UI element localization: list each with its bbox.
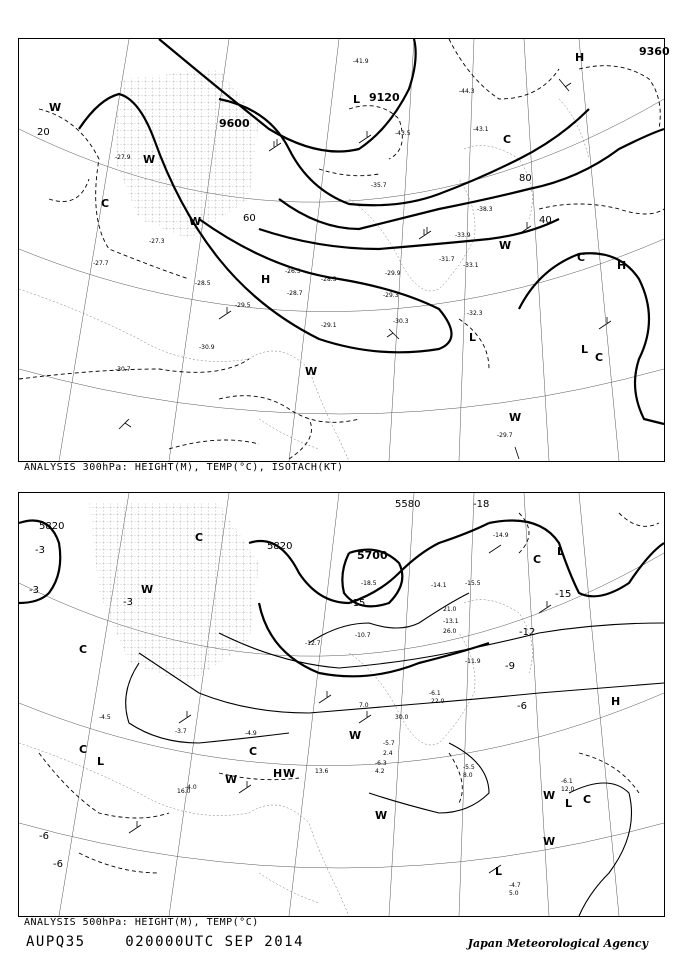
temp-label: -30.9 [199,344,215,351]
station-label: -6.1 [429,690,441,697]
isotherm-label: -3 [35,545,45,556]
isotach-label: 40 [539,215,552,226]
station-label: -4.7 [509,882,521,889]
system-mark: C [79,643,88,656]
temp-label: -27.7 [93,260,109,267]
system-mark: C [195,531,204,544]
station-label: -4.9 [245,730,257,737]
caption-300hpa: ANALYSIS 300hPa: HEIGHT(M), TEMP(°C), ISOTACH(KT) [24,462,344,473]
station-label: 22.0 [431,698,445,705]
temp-label: -28.5 [195,280,211,287]
system-mark: C [503,133,512,146]
temp-label: -26.3 [285,268,301,275]
temp-label: -43.1 [473,126,489,133]
system-mark: C [249,745,258,758]
station-label: 5.0 [509,890,519,897]
isotherm-label: -6 [517,701,527,712]
system-mark: L [581,343,589,356]
isotherm-label: -15 [349,598,366,609]
temp-label: -33.9 [455,232,471,239]
station-label: 7.0 [359,702,369,709]
temp-label: -30.3 [393,318,409,325]
temp-label: -31.7 [439,256,455,263]
station-label: 16.0 [177,788,191,795]
system-mark: W [375,809,388,822]
isotherm-label: -15 [555,589,572,600]
temp-label: -30.7 [115,366,131,373]
isotherm-label: -9 [505,661,515,672]
system-mark: W [349,729,362,742]
system-mark: L [97,755,105,768]
station-label: -5.5 [463,764,475,771]
system-mark: H [273,767,283,780]
system-mark: L [557,545,565,558]
height-label: 9360 [639,45,670,58]
isotherm-label: -12 [519,627,536,638]
height-label: 9600 [219,117,250,130]
terrain-hatch [89,503,259,683]
isotherm-label: -18 [473,499,490,510]
isotach-label: 60 [243,213,256,224]
system-mark: H [617,259,627,272]
isotach-contours [19,39,664,459]
temp-label: -43.5 [395,130,411,137]
station-label: -14.9 [493,532,509,539]
system-mark: C [79,743,88,756]
temp-label: -33.1 [463,262,479,269]
temp-label: -29.5 [235,302,251,309]
height-label: 5820 [39,521,65,532]
valid-time: 020000UTC SEP 2014 [125,934,305,950]
system-mark: W [189,215,202,228]
caption-500hpa: ANALYSIS 500hPa: HEIGHT(M), TEMP(°C) [24,917,259,928]
station-label: -6.3 [375,760,387,767]
station-label: -4.0 [185,784,197,791]
temp-label: -29.3 [383,292,399,299]
isotherm-label: -6 [39,831,49,842]
system-mark: C [101,197,110,210]
terrain-hatch [114,69,259,239]
system-mark: L [353,93,361,106]
temp-label: -29.9 [385,270,401,277]
station-label: 4.2 [375,768,385,775]
coastlines [19,99,589,461]
height-label: 5700 [357,549,388,562]
system-mark: W [499,239,512,252]
graticule-lines [19,39,664,461]
system-mark: W [305,365,318,378]
station-label: -5.7 [383,740,395,747]
height-label: 9120 [369,91,400,104]
station-label: 2.4 [383,750,393,757]
agency-name: Japan Meteorological Agency [467,937,648,950]
temp-label: -29.7 [497,432,513,439]
system-mark: W [143,153,156,166]
system-mark: W [225,773,238,786]
system-mark: W [49,101,62,114]
temp-label: -44.3 [459,88,475,95]
system-mark: W [283,767,296,780]
system-mark: W [141,583,154,596]
station-label: -18.5 [361,580,377,587]
station-label: -4.5 [99,714,111,721]
station-label: 8.0 [463,772,473,779]
station-label: -10.7 [355,632,371,639]
temp-label: -27.3 [149,238,165,245]
temp-label: -28.7 [287,290,303,297]
station-label: 30.0 [395,714,409,721]
station-label: 21.0 [443,606,457,613]
isotherm-label: -6 [53,859,63,870]
system-mark: L [565,797,573,810]
height-label: 5820 [267,541,293,552]
temp-label: -32.3 [467,310,483,317]
station-label: 13.6 [315,768,329,775]
system-mark: C [583,793,592,806]
coastlines [19,600,532,916]
temp-label: -28.3 [321,276,337,283]
system-mark: H [611,695,621,708]
temp-label: -27.9 [115,154,131,161]
chart-300hpa [18,38,670,462]
temp-label: -29.1 [321,322,337,329]
isotherm-label: -3 [123,597,133,608]
system-mark: W [509,411,522,424]
isotherm-label: -3 [29,585,39,596]
station-label: -11.9 [465,658,481,665]
temp-label: -35.7 [371,182,387,189]
station-label: -15.5 [465,580,481,587]
chart-300hpa-map [19,39,670,461]
system-mark: C [533,553,542,566]
station-label: -6.1 [561,778,573,785]
temp-label: -38.3 [477,206,493,213]
isotach-label: 20 [37,127,50,138]
chart-code: AUPQ35 [26,934,86,950]
system-mark: W [543,789,556,802]
chart-500hpa [18,492,665,917]
system-mark: H [261,273,271,286]
station-label: -14.1 [431,582,447,589]
station-label: -3.7 [175,728,187,735]
height-label: 5580 [395,499,421,510]
station-label: -12.7 [305,640,321,647]
chart-code-and-valid-time [26,934,304,950]
system-mark: C [595,351,604,364]
temp-label: -41.9 [353,58,369,65]
system-mark: L [495,865,503,878]
station-label: 12.0 [561,786,575,793]
system-mark: L [469,331,477,344]
system-mark: W [543,835,556,848]
chart-500hpa-map [19,493,664,916]
system-mark: H [575,51,585,64]
isotach-label: 80 [519,173,532,184]
system-mark: C [577,251,586,264]
station-label: -13.1 [443,618,459,625]
station-label: 26.0 [443,628,457,635]
